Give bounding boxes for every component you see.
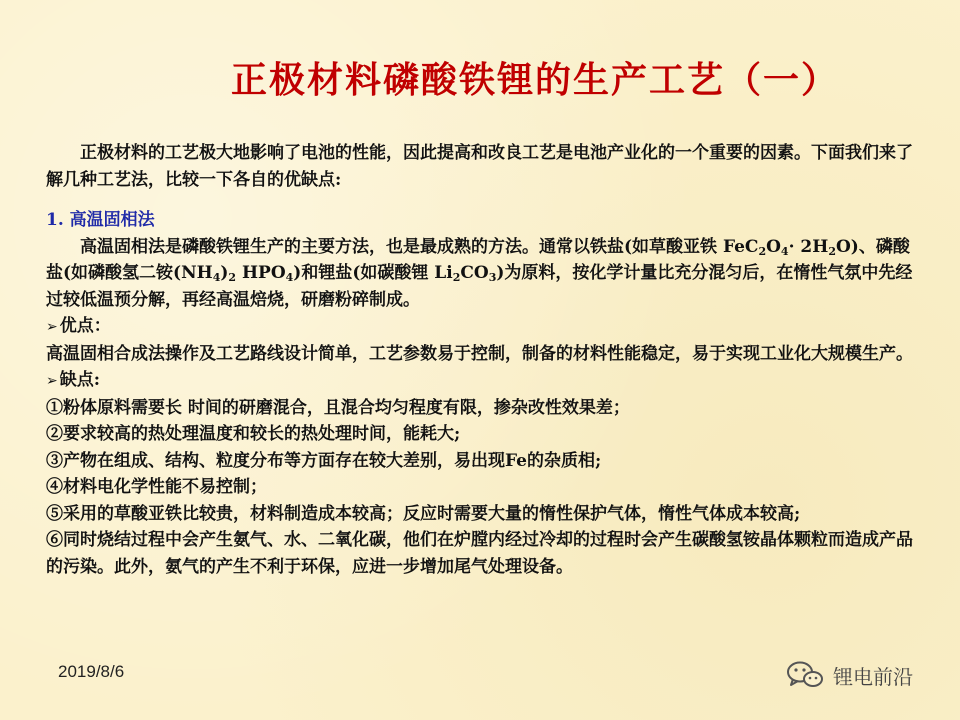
wechat-icon [785,660,825,690]
advantages-heading [46,313,918,341]
desc-sub: 2 [828,244,836,258]
desc-text: CO [460,263,489,283]
advantages-text: 高温固相合成法操作及工艺路线设计简单，工艺参数易于控制，制备的材料性能稳定，易于实现工业化大规模生产。 [46,343,913,364]
triangle-right-icon: ➢ [46,373,58,389]
desc-sub: 4 [212,271,221,284]
disadvantages-heading [46,367,918,395]
desc-text: )和锂盐(如碳酸锂 Li [293,263,453,283]
desc-text: · 2H [788,236,829,257]
desc-sub: 4 [285,271,294,284]
brand-name: 锂电前沿 [833,664,913,689]
brand-watermark [785,660,913,690]
disadvantage-item-3: ③产物在组成、结构、粒度分布等方面存在较大差别，易出现Fe的杂质相; [46,450,602,471]
disadvantage-item-6: ⑥同时烧结过程中会产生氨气、水、二氧化碳，他们在炉膛内经过冷却的过程时会产生碳酸氢铵晶体颗粒而造成产品的污染。此外，氨气的产生不利于环保，应进一步增加尾气处理设备。 [46,530,913,577]
slide-date: 2019/8/6 [58,662,125,681]
desc-text: HPO [236,263,286,283]
disadvantage-item-4: ④材料电化学性能不易控制； [46,477,267,497]
section-heading: 1. 高温固相法 [46,210,155,230]
desc-text: )为原料，按化学计量比充分混匀后，在惰性气氛中先经过较低温预分解，再经高温焙烧，研磨粉碎制成。 [46,263,913,310]
triangle-right-icon: ➢ [46,319,58,335]
desc-sub: 3 [488,271,497,284]
intro-paragraph: 正极材料的工艺极大地影响了电池的性能，因此提高和改良工艺是电池产业化的一个重要的因素。下面我们来了解几种工艺法，比较一下各自的优缺点: [46,143,913,190]
desc-text: ) [220,263,229,283]
disadvantage-item-1: ①粉体原料需要长 时间的研磨混合，且混合均匀程度有限，掺杂改性效果差； [46,397,630,418]
method-description [46,234,918,314]
slide-content [46,140,918,580]
disadvantage-item-5: ⑤采用的草酸亚铁比较贵，材料制造成本较高；反应时需要大量的惰性保护气体，惰性气体成本较高; [46,503,801,524]
spacer [46,193,918,207]
slide-title: 正极材料磷酸铁锂的生产工艺（一） [230,60,839,101]
desc-sub: 2 [228,271,237,284]
desc-sub: 4 [780,244,789,258]
disadvantages-label: 缺点: [59,370,101,390]
desc-text: 高温固相法是磷酸铁锂生产的主要方法，也是最成熟的方法。通常以铁盐(如草酸亚铁 FeC [80,236,759,257]
desc-text: O)、磷酸盐(如磷酸氢二铵(NH [46,236,910,283]
desc-text: O [766,236,781,257]
desc-sub: 2 [758,244,767,258]
advantages-label: 优点： [59,316,111,336]
desc-sub: 2 [452,271,461,284]
disadvantage-item-2: ②要求较高的热处理温度和较长的热处理时间，能耗大; [46,424,461,444]
